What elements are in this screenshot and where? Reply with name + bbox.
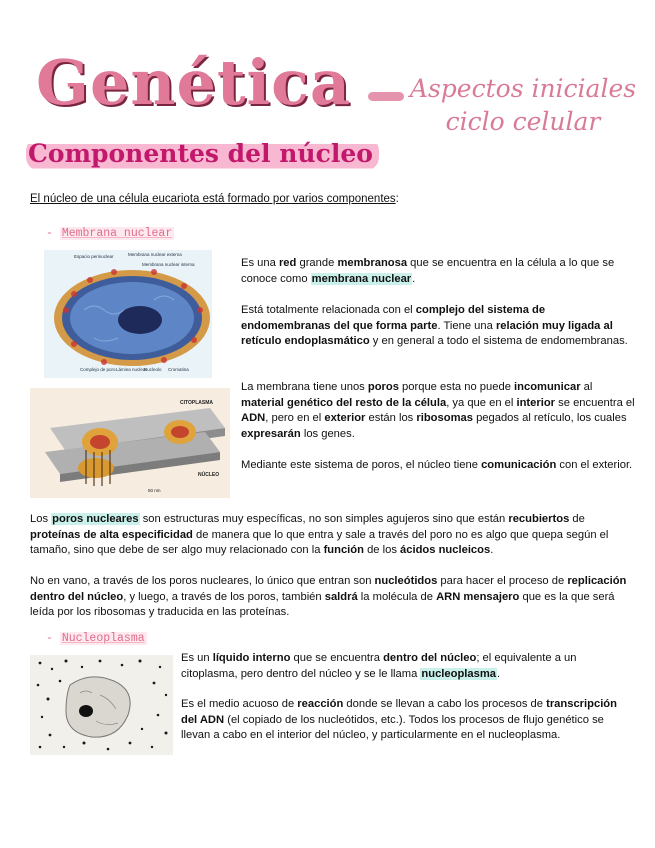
bold-run: relación muy ligada al retículo endoplasmático [241,319,613,348]
text-run: que es la que será leída por los ribosomas y traducida en las proteínas. [30,590,615,619]
text-run: porque esta no puede [398,381,515,393]
text-run: . [497,667,501,680]
title-dash-decoration [368,92,404,101]
nucleoplasma-micrograph [30,655,173,755]
intro-underlined: El núcleo de una célula eucariota está formado por varios componentes [30,193,396,205]
bullet-nucleoplasma [46,632,147,645]
text-run: que se encuentra en la célula a lo que se conoce como [241,257,615,285]
bold-run: interior [516,396,556,409]
text-run: se encuentra el [555,396,635,409]
label-scale: 50 nm [148,488,161,493]
text-run: están los [365,412,417,425]
text-run: de manera que lo que entra y sale a través del poro no es algo que quepa según el tamaño, sino que debe de ser algo muy relacionado con la [30,528,609,557]
paragraph-poros [241,380,637,442]
bullet-dash: - [46,632,53,645]
label-citoplasma: CITOPLASMA [180,400,213,406]
highlighted-term: nucleoplasma [421,667,497,680]
paragraph-medio-acuoso [181,697,629,744]
bold-run: ribosomas [416,412,473,425]
text-run: ; el equivalente a un citoplasma, pero dentro del núcleo y se le llama [181,652,577,680]
label-membrana-interna: Membrana nuclear interna [142,262,195,267]
paragraph-comunicacion [241,458,637,474]
bold-run: red [278,257,297,269]
bold-run: líquido interno [212,652,291,664]
bold-run: reacción [297,698,344,710]
subtitle-line-1: Aspectos iniciales [409,74,637,103]
text-run: Es una [241,257,279,269]
bold-run: dentro del núcleo [383,652,477,664]
bullet-membrana-nuclear [46,227,174,240]
nucleus-structure-figure [44,250,212,378]
text-run: , ya que en el [446,396,517,409]
page-title: Genética [36,46,352,119]
text-run: pegados al retículo, los cuales [472,412,627,425]
paragraph-poros-nucleares [30,512,628,559]
paragraph-endomembranas [241,303,637,350]
text-run: . Tiene una [437,319,496,332]
bold-run: proteínas de alta especificidad [30,528,193,541]
page-subtitle [408,72,638,138]
bold-run: poros [367,381,399,393]
text-run: que se encuentra [290,652,384,664]
text-run: Los [30,513,52,525]
text-run: grande [296,257,338,269]
intro-colon: : [395,193,399,205]
label-nucleolo: Nucleolo [144,367,162,372]
bold-run: replicación dentro del núcleo [30,575,627,603]
bold-run: membranosa [337,257,408,269]
text-run: (el copiado de los nucleótidos, etc.). Todos los procesos de flujo genético se llevan a cabo en el interior del núcleo, y particularmente en el nucleoplasma. [181,713,604,742]
text-run: de los [363,544,401,557]
text-run: . [490,544,494,557]
text-run: los genes. [300,427,355,440]
paragraph-liquido-interno [181,651,629,682]
bold-run: ácidos nucleicos [400,544,491,557]
bullet-label: Nucleoplasma [61,632,145,645]
label-lamina-nuclear: Lámina nuclear [116,367,147,372]
bold-run: función [323,544,364,557]
text-run: Es el medio acuoso de [181,698,298,710]
bold-run: comunicación [481,459,557,471]
text-run: y en general a todo el sistema de endomembranas. [369,335,628,348]
text-run: . [412,272,416,285]
text-run: No en vano, a través de los poros nucleares, lo único que entran son [30,575,375,587]
bold-run: complejo del sistema de endomembranas del que forma parte [241,304,546,332]
nuclear-pore-figure [30,388,230,498]
text-run: Está totalmente relacionada con el [241,304,416,316]
label-cromatina: Cromatina [168,367,189,372]
bold-run: ADN [241,412,266,425]
label-complejo-poro: Complejo de poro [80,367,116,372]
text-run: para hacer el proceso de [437,575,568,587]
text-run: , y luego, a través de los poros, también [123,590,325,603]
bold-run: nucleótidos [374,575,438,587]
paragraph-nucleotidos [30,574,628,621]
text-run: La membrana tiene unos [241,381,368,393]
section-heading: Componentes del núcleo [26,137,379,171]
label-nucleo: NÚCLEO [198,472,220,478]
text-run: donde se llevan a cabo los procesos de [343,698,547,710]
text-run: Es un [181,652,213,664]
text-run: Mediante este sistema de poros, el núcleo tiene [241,459,482,471]
label-espacio-perinuclear: Espacio perinuclear [74,254,114,259]
bold-run: transcripción del ADN [181,698,617,726]
bold-run: recubiertos [508,513,570,525]
highlighted-term: membrana nuclear [311,272,412,285]
bullet-dash: - [46,227,53,240]
bold-run: expresarán [241,427,301,440]
subtitle-line-2: ciclo celular [445,107,601,136]
bold-run: ARN mensajero [436,590,520,603]
text-run: son estructuras muy específicas, no son simples agujeros sino que están [139,513,509,525]
highlighted-term: poros nucleares [52,513,139,525]
text-run: la molécula de [357,590,437,603]
bold-run: exterior [324,412,366,425]
text-run: , pero en el [265,412,325,425]
text-run: con el exterior. [556,459,633,471]
paragraph-red-membranosa [241,256,637,287]
bold-run: incomunicar [514,381,581,393]
text-run: al [580,381,593,393]
bold-run: saldrá [324,590,358,603]
text-run: de [569,513,585,525]
intro-line [30,193,399,205]
label-membrana-externa: Membrana nuclear externa [128,252,182,257]
bullet-label: Membrana nuclear [61,227,173,240]
bold-run: material genético del resto de la célula [241,396,447,409]
